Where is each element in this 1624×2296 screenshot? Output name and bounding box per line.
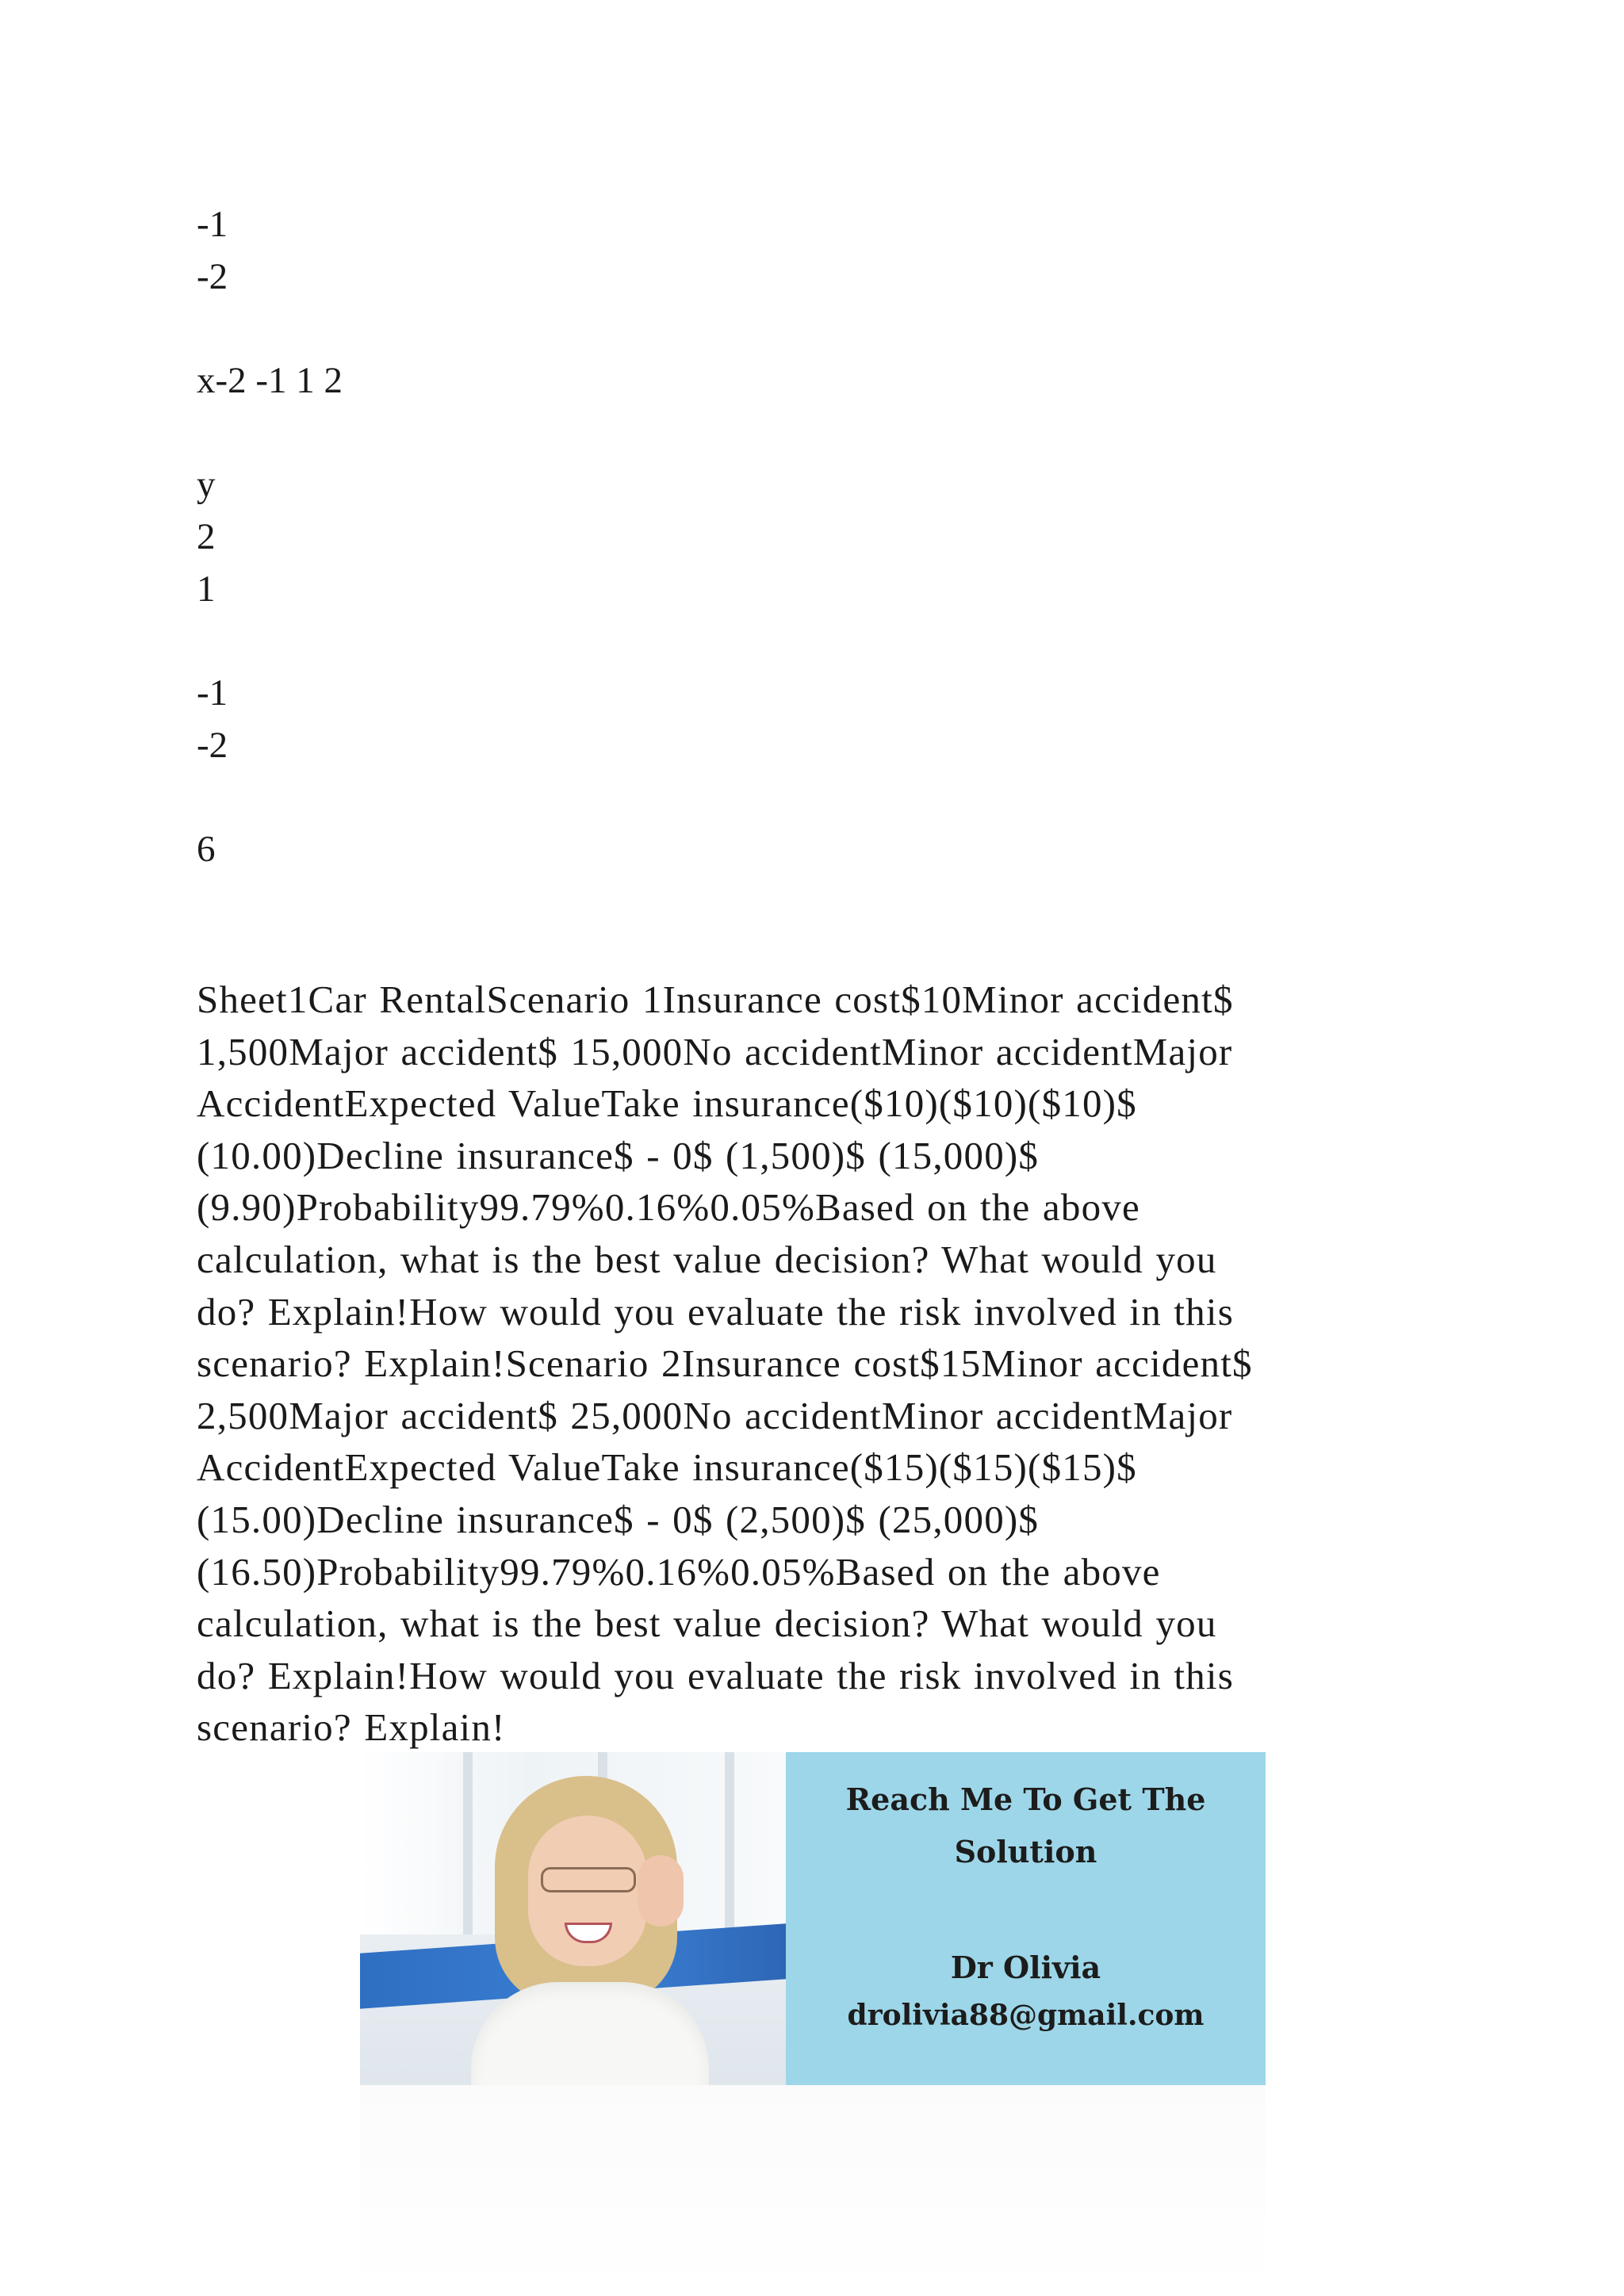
woman-photo <box>360 1752 786 2085</box>
smiling-woman-figure <box>479 1768 701 2085</box>
promo-name: Dr Olivia <box>950 1950 1101 1985</box>
axis-label-neg1: -1 <box>197 204 228 245</box>
promo-heading-line1: Reach Me To Get The <box>845 1781 1206 1817</box>
car-rental-scenarios-text: Sheet1Car RentalScenario 1Insurance cost$10Minor accident$ 1,500Major accident$ 15,000No accidentMinor accidentMajor AccidentExpected ValueTake insurance($10)($10)($10)$ (10.00)Decline insurance$ - 0$ (1,500)$ (15,000)$ (9.90)Probability99.79%0.16%0.05%Based on the above calculation, what is the best value decision? What would you do? Explain!How would you evaluate the risk involved in this scenario? Explain!Scenario 2Insurance cost$15Minor accident$ 2,500Major accident$ 25,000No accidentMinor accidentMajor AccidentExpected ValueTake insurance($15)($15)($15)$ (15.00)Decline insurance$ - 0$ (2,500)$ (25,000)$ (16.50)Probability99.79%0.16%0.05%Based on the above calculation, what is the best value decision? What would you do? Explain!How would you evaluate the risk involved in this scenario? Explain! <box>197 978 1253 1750</box>
y-axis-tick-2: 2 <box>197 516 216 557</box>
x-axis-label-row: x-2 -1 1 2 <box>197 360 343 401</box>
promo-heading-line2: Solution <box>954 1834 1097 1869</box>
y-axis-tick-1: 1 <box>197 568 216 610</box>
promo-panel <box>786 1752 1266 2085</box>
page-number: 6 <box>197 828 216 870</box>
y-axis-label: y <box>197 464 216 505</box>
contact-banner <box>360 1752 1266 2085</box>
banner-shadow <box>360 2085 1266 2296</box>
y-axis-tick-neg1: -1 <box>197 672 228 714</box>
axis-label-neg2: -2 <box>197 256 228 297</box>
y-axis-tick-neg2: -2 <box>197 725 228 766</box>
glasses-icon <box>541 1867 636 1892</box>
promo-email: drolivia88@gmail.com <box>847 1999 1205 2032</box>
